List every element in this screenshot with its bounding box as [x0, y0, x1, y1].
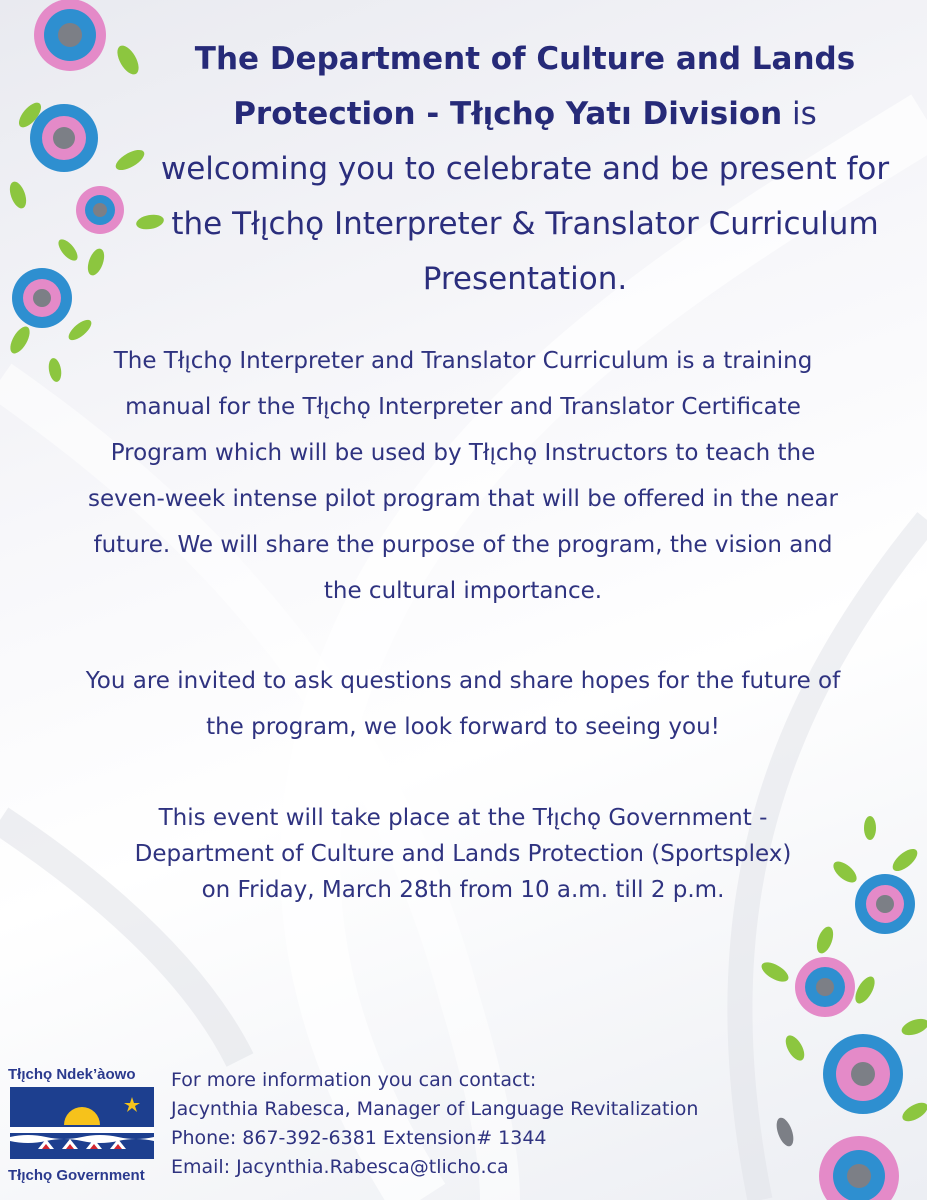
- flower-icon: [30, 104, 98, 172]
- invitation-text: You are invited to ask questions and share hopes for the future of the program, we look forward to seeing you!: [85, 668, 841, 740]
- contact-name: Jacynthia Rabesca, Manager of Language Revitalization: [171, 1098, 699, 1120]
- flower-icon: [795, 957, 855, 1017]
- contact-email[interactable]: Email: Jacynthia.Rabesca@tlicho.ca: [171, 1156, 509, 1178]
- tlicho-government-logo: [8, 1066, 158, 1184]
- event-details: This event will take place at the Tłı̨chǫ Government - Department of Culture and Lands Protection (Sportsplex) on Friday, March 28th from 10 a.m. till 2 p.m.: [134, 805, 792, 903]
- flower-icon: [855, 874, 915, 934]
- flower-icon: [819, 1136, 899, 1200]
- curriculum-description: The Tłı̨chǫ Interpreter and Translator Curriculum is a training manual for the Tłı̨chǫ Interpreter and Translator Certificate Program which will be used by Tłı̨chǫ Instructors to teach the seven-week intense pilot program that will be offered in the near future. We will share the purpose of the program, the vision and the cultural importance.: [87, 348, 838, 604]
- flower-icon: [76, 186, 124, 234]
- flag-emblem-icon: [10, 1087, 154, 1159]
- contact-heading: For more information you can contact:: [171, 1069, 537, 1091]
- logo-bottom-text: Tłı̨chǫ Government: [8, 1167, 145, 1184]
- flower-icon: [34, 0, 106, 71]
- flower-icon: [12, 268, 72, 328]
- contact-info: [171, 1066, 771, 1182]
- contact-phone: Phone: 867-392-6381 Extension# 1344: [171, 1127, 547, 1149]
- flower-icon: [823, 1034, 903, 1114]
- logo-top-text: Tłı̨chǫ Ndek’àowo: [8, 1066, 136, 1083]
- intro-heading: [160, 32, 890, 307]
- intro-rest: is welcoming you to celebrate and be present for the Tłı̨chǫ Interpreter & Translator Curriculum Presentation.: [160, 96, 890, 297]
- floral-decoration-top-left: [0, 0, 170, 390]
- department-name: The Department of Culture and Lands Protection - Tłı̨chǫ Yatı Division: [194, 41, 856, 132]
